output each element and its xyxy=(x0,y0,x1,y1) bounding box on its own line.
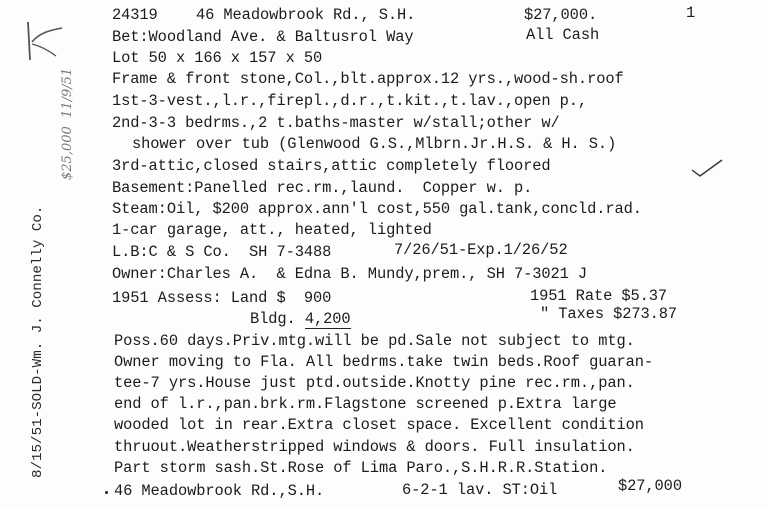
between-streets: Bet:Woodland Ave. & Baltusrol Way xyxy=(112,28,414,46)
remarks-line: end of l.r.,pan.brk.rm.Flagstone screened p.Extra large xyxy=(114,395,617,413)
remarks-line: Owner moving to Fla. All bedrms.take twin beds.Roof guaran- xyxy=(114,353,654,371)
lot-size: Lot 50 x 166 x 157 x 50 xyxy=(112,49,323,67)
terms: All Cash xyxy=(526,26,600,44)
assessment-building xyxy=(250,309,351,329)
basement: Basement:Panelled rec.rm.,laund. Copper w. p. xyxy=(112,179,533,197)
footer-price: $27,000 xyxy=(618,477,682,495)
card-number: 1 xyxy=(686,4,696,22)
remarks-line: tee-7 yrs.House just ptd.outside.Knotty pine rec.rm.,pan. xyxy=(114,374,635,392)
remarks-line: thruout.Weatherstripped windows & doors. Full insulation. xyxy=(114,438,635,456)
construction: Frame & front stone,Col.,blt.approx.12 yrs.,wood-sh.roof xyxy=(112,70,624,88)
remarks-line: wooded lot in rear.Extra closet space. Excellent condition xyxy=(114,416,644,434)
sold-note: 8/15/51-SOLD-Wm. J. Connelly Co. xyxy=(30,205,46,478)
remarks-line: Part storm sash.St.Rose of Lima Paro.,S.H.R.R.Station. xyxy=(114,459,608,477)
heating: Steam:Oil, $200 approx.ann'l cost,550 gal.tank,concld.rad. xyxy=(112,200,642,218)
building-label: Bldg. xyxy=(250,310,305,328)
check-mark-icon xyxy=(690,156,724,180)
taxes: " Taxes $273.87 xyxy=(540,305,678,323)
second-floor-cont: shower over tub (Glenwood G.S.,Mlbrn.Jr.H.S. & H. S.) xyxy=(132,135,617,153)
listing-dates: 7/26/51-Exp.1/26/52 xyxy=(394,241,568,259)
owner: Owner:Charles A. & Edna B. Mundy,prem., SH 7-3021 J xyxy=(112,265,588,283)
bullet-dot-icon xyxy=(105,491,108,494)
third-floor: 3rd-attic,closed stairs,attic completely floored xyxy=(112,157,551,175)
listing-broker: L.B:C & S Co. SH 7-3488 xyxy=(112,243,332,261)
second-floor: 2nd-3-3 bedrms.,2 t.baths-master w/stall;other w/ xyxy=(112,114,560,132)
building-value: 4,200 xyxy=(304,310,351,328)
remarks-line: Poss.60 days.Priv.mtg.will be pd.Sale not subject to mtg. xyxy=(114,332,635,350)
listing-number: 24319 xyxy=(112,6,158,24)
first-floor: 1st-3-vest.,l.r.,firepl.,d.r.,t.kit.,t.lav.,open p., xyxy=(112,92,588,110)
footer-summary: 6-2-1 lav. ST:Oil xyxy=(402,481,558,499)
footer-address: 46 Meadowbrook Rd.,S.H. xyxy=(114,482,325,500)
tax-rate: 1951 Rate $5.37 xyxy=(530,287,668,305)
header-address: 46 Meadowbrook Rd., S.H. xyxy=(196,6,416,24)
header-price: $27,000. xyxy=(524,6,598,24)
pencil-mark-icon xyxy=(18,20,66,62)
assessment-land: 1951 Assess: Land $ 900 xyxy=(112,289,332,307)
handwritten-price-note: $25,000 11/9/51 xyxy=(60,67,75,180)
garage: 1-car garage, att., heated, lighted xyxy=(112,221,432,239)
